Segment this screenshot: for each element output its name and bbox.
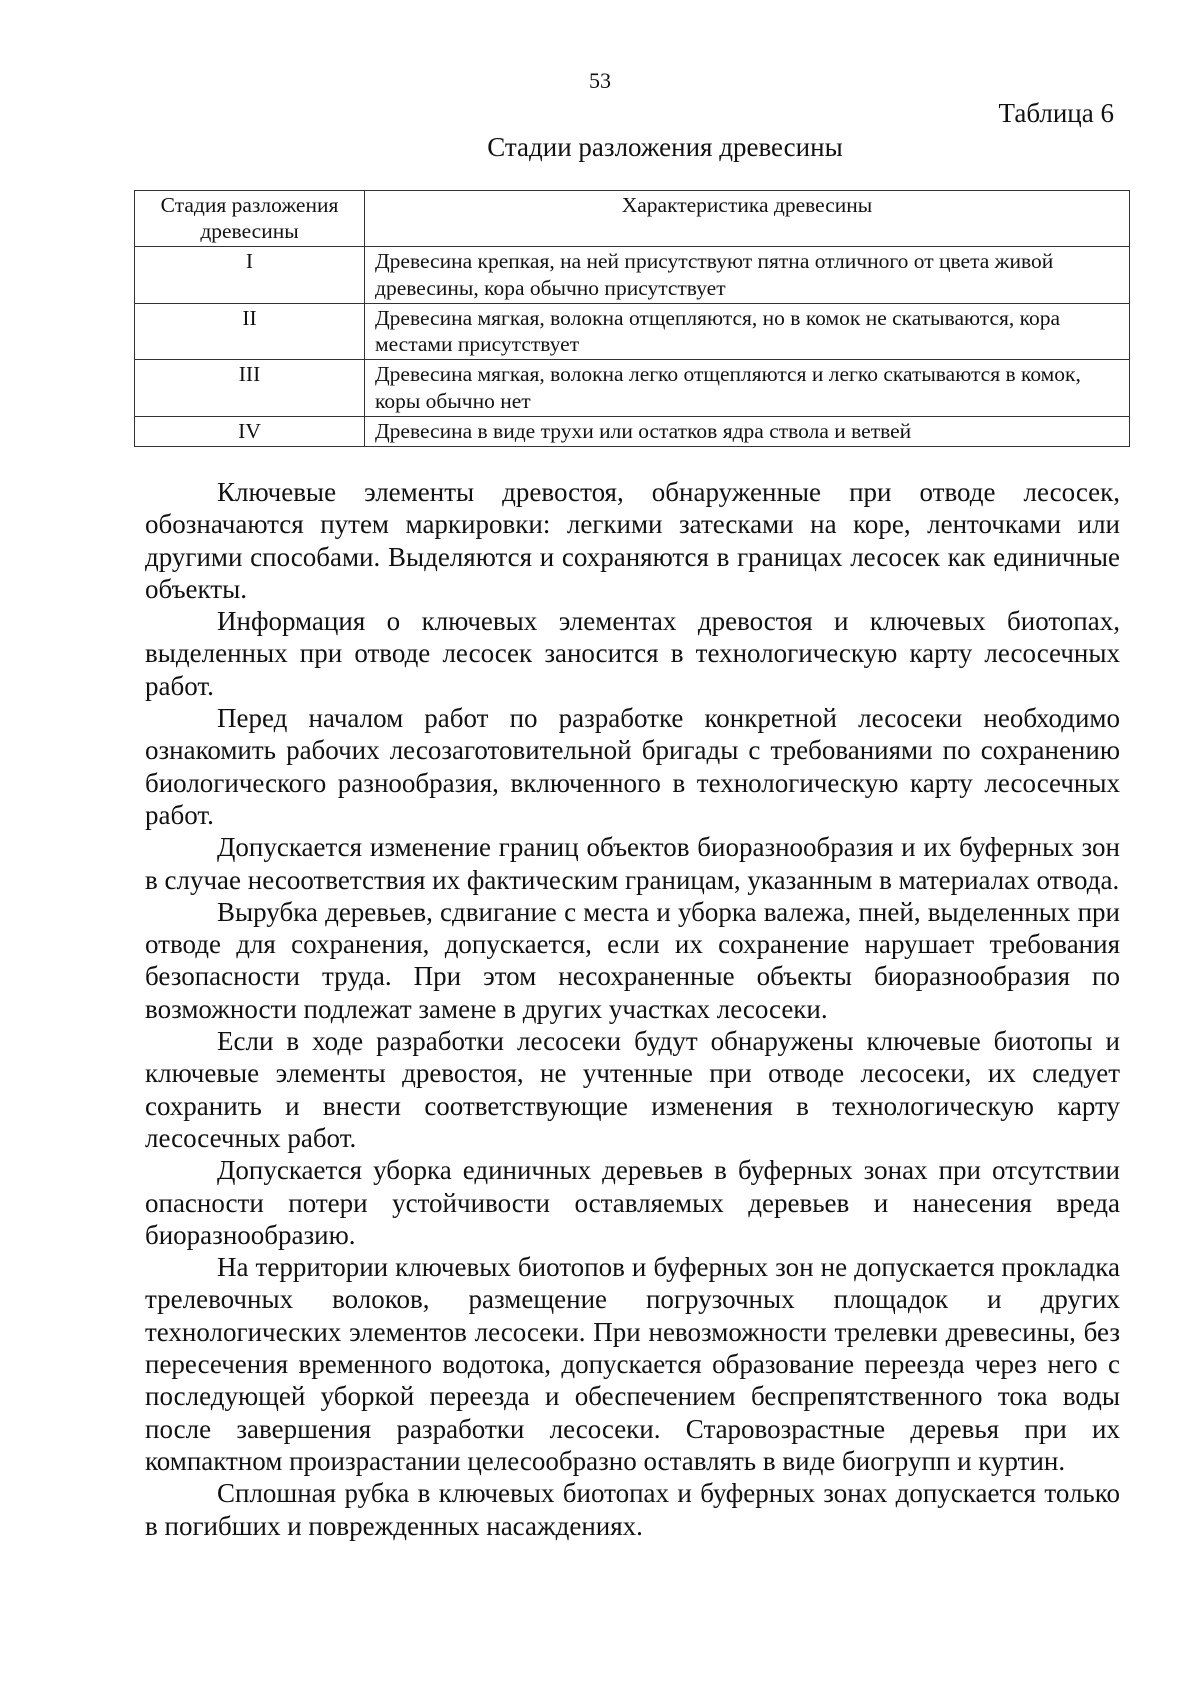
decomposition-stages-table [134,190,1130,447]
paragraph: Вырубка деревьев, сдвигание с места и уборка валежа, пней, выделенных при отводе для сохранения, допускается, если их сохранение нарушает требования безопасности труда. При этом несохраненные объекты биоразнообразия по возможности подлежат замене в других участках лесосеки. [145,896,1120,1024]
table-row [135,360,1130,416]
stage-cell: II [135,303,365,359]
stage-cell: I [135,247,365,303]
paragraph: Допускается уборка единичных деревьев в буферных зонах при отсутствии опасности потери устойчивости оставляемых деревьев и нанесения вреда биоразнообразию. [145,1155,1120,1250]
paragraph: Перед началом работ по разработке конкретной лесосеки необходимо ознакомить рабочих лесозаготовительной бригады с требованиями по сохранению биологического разнообразия, включенного в технологическую карту лесосечных работ. [145,703,1120,830]
description-cell: Древесина мягкая, волокна отщепляются, но в комок не скатываются, кора местами присутствует [365,303,1130,359]
header-characteristic: Характеристика древесины [365,191,1130,247]
paragraph: Если в ходе разработки лесосеки будут обнаружены ключевые биотопы и ключевые элементы древостоя, не учтенные при отводе лесосеки, их следует сохранить и внести соответствующие изменения в технологическую карту лесосечных работ. [145,1026,1120,1153]
table-row [135,247,1130,303]
paragraph: Информация о ключевых элементах древостоя и ключевых биотопах, выделенных при отводе лесосек заносится в технологическую карту лесосечных работ. [145,606,1120,701]
body-text [145,476,1120,1542]
description-cell: Древесина в виде трухи или остатков ядра ствола и ветвей [365,416,1130,446]
paragraph: Сплошная рубка в ключевых биотопах и буферных зонах допускается только в погибших и поврежденных насаждениях. [145,1478,1120,1541]
description-cell: Древесина крепкая, на ней присутствуют пятна отличного от цвета живой древесины, кора обычно присутствует [365,247,1130,303]
table-row [135,303,1130,359]
page-number: 53 [589,68,611,93]
table-title: Стадии разложения древесины [487,132,843,162]
paragraph: Допускается изменение границ объектов биоразнообразия и их буферных зон в случае несоответствия их фактическим границам, указанным в материалах отвода. [145,832,1120,895]
header-stage: Стадия разложения древесины [135,191,365,247]
stage-cell: IV [135,416,365,446]
table-header-row [135,191,1130,247]
table-caption: Таблица 6 [998,98,1114,128]
description-cell: Древесина мягкая, волокна легко отщепляются и легко скатываются в комок, коры обычно нет [365,360,1130,416]
table-row [135,416,1130,446]
paragraph: На территории ключевых биотопов и буферных зон не допускается прокладка трелевочных волоков, размещение погрузочных площадок и других технологических элементов лесосеки. При невозможности трелевки древесины, без пересечения временного водотока, допускается образование переезда через него с последующей уборкой переезда и обеспечением беспрепятственного тока воды после завершения разработки лесосеки. Старовозрастные деревья при их компактном произрастании целесообразно оставлять в виде биогрупп и куртин. [145,1252,1120,1476]
stage-cell: III [135,360,365,416]
paragraph: Ключевые элементы древостоя, обнаруженные при отводе лесосек, обозначаются путем маркировки: легкими затесками на коре, ленточками или другими способами. Выделяются и сохраняются в границах лесосек как единичные объекты. [145,477,1120,604]
